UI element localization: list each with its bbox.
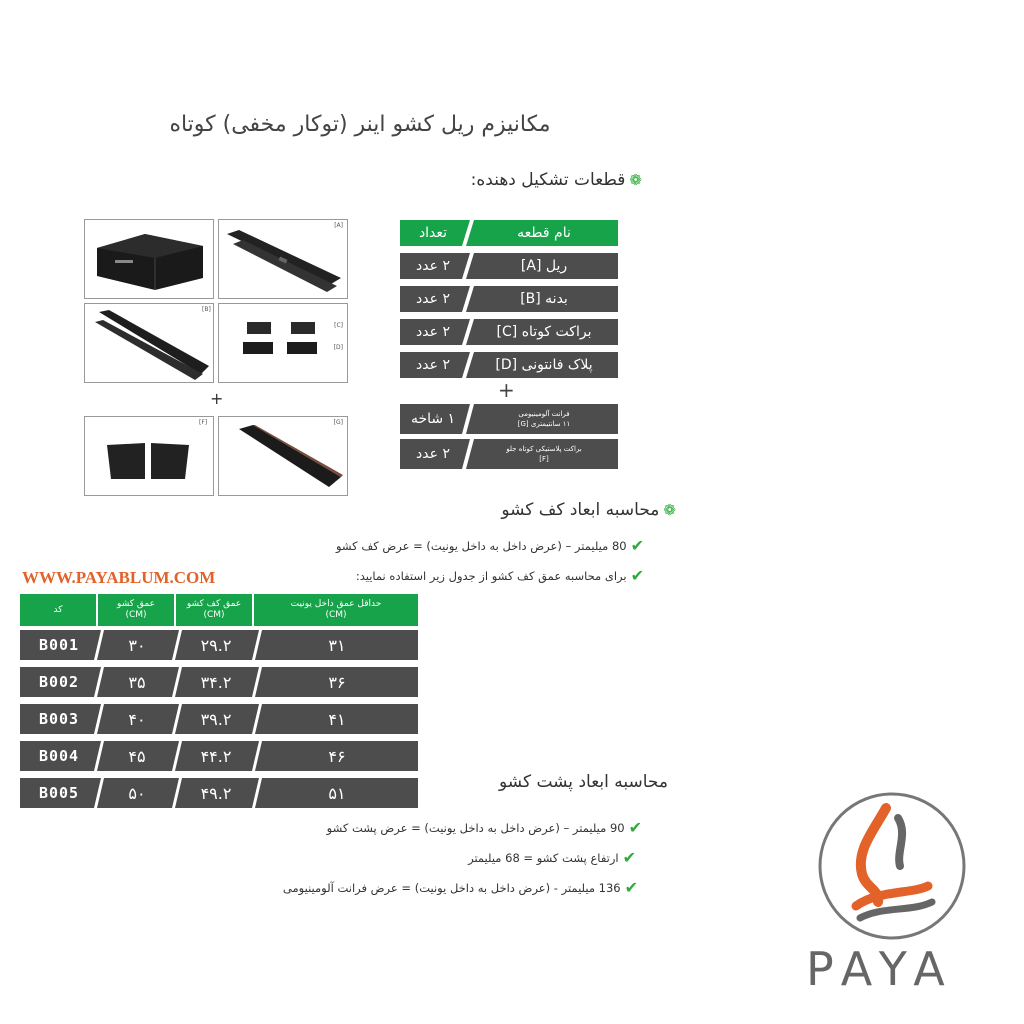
cell-floor-depth: ۳۴.۲	[200, 672, 232, 692]
header-part-name: نام قطعه	[517, 225, 571, 241]
cell-min-depth: ۵۱	[328, 783, 346, 803]
tag-b: [B]	[202, 306, 211, 313]
checkmark-icon: ✔	[630, 566, 644, 585]
cell-depth: ۵۰	[128, 783, 146, 803]
formula-text: 80 میلیمتر – (عرض داخل به داخل یونیت) = عرض کف کشو	[335, 538, 627, 553]
parts-heading	[471, 170, 642, 190]
cell-code: B001	[38, 636, 80, 654]
dims-row	[20, 778, 418, 808]
extra-part-name	[470, 439, 618, 469]
formula-text: برای محاسبه عمق کف کشو از جدول زیر استفاده نمایید:	[355, 568, 627, 583]
box-image	[85, 220, 213, 298]
part-count: ۲ عدد	[416, 357, 450, 373]
cell-code: B003	[38, 710, 80, 728]
dims-row	[20, 630, 418, 660]
parts-row	[400, 352, 618, 378]
checkmark-icon: ✔	[628, 818, 642, 837]
extra-name-line1: براکت پلاستیکی کوتاه جلو	[506, 445, 582, 453]
extra-name-line2: [F]	[539, 455, 549, 463]
cell-min-depth: ۴۶	[328, 746, 346, 766]
page-title: مکانیزم ریل کشو اینر (توکار مخفی) کوتاه	[169, 112, 551, 137]
flower-bullet-icon: ❁	[663, 501, 676, 519]
photo-aluminium-front	[218, 416, 348, 496]
dims-header-min-depth: حداقل عمق داخل یونیت (CM)	[254, 594, 418, 626]
cell-code: B004	[38, 747, 80, 765]
cell-min-depth: ۳۶	[328, 672, 346, 692]
photo-packaging-box	[84, 219, 214, 299]
cell-depth: ۳۵	[128, 672, 146, 692]
part-name: ریل [A]	[520, 258, 568, 274]
formula-text: 90 میلیمتر – (عرض داخل به داخل یونیت) = عرض پشت کشو	[326, 820, 625, 835]
dims-row	[20, 667, 418, 697]
photo-body	[84, 303, 214, 383]
formula-text: 136 میلیمتر - (عرض داخل به داخل یونیت) = عرض فرانت آلومینیومی	[282, 880, 621, 895]
tag-d: [D]	[333, 344, 343, 351]
cell-depth: ۳۰	[128, 635, 146, 655]
dims-header-code: کد	[20, 594, 96, 626]
parts-row	[400, 319, 618, 345]
back-formula-line	[327, 818, 642, 837]
formula-text: ارتفاع پشت کشو = 68 میلیمتر	[468, 850, 619, 865]
cell-min-depth: ۴۱	[328, 709, 346, 729]
extra-part-count: ۱ شاخه	[410, 411, 456, 427]
dims-row	[20, 741, 418, 771]
cell-code: B005	[38, 784, 80, 802]
tag-f: [F]	[199, 419, 208, 426]
part-count: ۲ عدد	[416, 324, 450, 340]
photo-rail	[218, 219, 348, 299]
checkmark-icon: ✔	[622, 848, 636, 867]
body-image	[85, 304, 213, 382]
back-formula-line	[468, 848, 636, 867]
part-name: بدنه [B]	[520, 291, 568, 307]
parts-row-extra	[400, 404, 618, 434]
parts-table-header	[400, 220, 618, 246]
photos-plus: +	[210, 389, 224, 408]
cell-depth: ۴۵	[128, 746, 146, 766]
cell-code: B002	[38, 673, 80, 691]
floor-heading	[501, 500, 676, 520]
extra-name-line1: فرانت آلومینیومی	[518, 410, 570, 418]
paya-wordmark: PAYA	[806, 942, 955, 996]
front-brackets-image	[85, 417, 213, 495]
header-count: تعداد	[418, 225, 448, 241]
back-formula-line	[283, 878, 638, 897]
cell-floor-depth: ۳۹.۲	[200, 709, 232, 729]
website-link[interactable]: WWW.PAYABLUM.COM	[22, 568, 216, 587]
parts-row	[400, 286, 618, 312]
back-heading: محاسبه ابعاد پشت کشو	[499, 772, 668, 792]
floor-heading-text: محاسبه ابعاد کف کشو	[501, 500, 660, 520]
extra-part-count: ۲ عدد	[416, 446, 450, 462]
parts-row	[400, 253, 618, 279]
tag-g: [G]	[333, 419, 343, 426]
dims-header-depth: عمق کشو (CM)	[98, 594, 174, 626]
cell-floor-depth: ۲۹.۲	[200, 635, 232, 655]
floor-formula-line	[356, 566, 644, 585]
dims-header-floor-depth: عمق کف کشو (CM)	[176, 594, 252, 626]
brackets-image	[219, 304, 347, 382]
aluminium-front-image	[219, 417, 347, 495]
extra-part-name	[470, 404, 618, 434]
part-name: براکت کوتاه [C]	[496, 324, 592, 340]
extra-name-line2: ۱۱ سانتیمتری [G]	[517, 420, 571, 428]
cell-depth: ۴۰	[128, 709, 146, 729]
floor-formula-line	[336, 536, 644, 555]
cell-min-depth: ۳۱	[328, 635, 346, 655]
photo-brackets-plates	[218, 303, 348, 383]
parts-plus: +	[498, 378, 515, 402]
parts-row-extra	[400, 439, 618, 469]
cell-floor-depth: ۴۹.۲	[200, 783, 232, 803]
tag-c: [C]	[334, 322, 343, 329]
part-name: پلاک فانتونی [D]	[495, 357, 593, 373]
cell-floor-depth: ۴۴.۲	[200, 746, 232, 766]
checkmark-icon: ✔	[624, 878, 638, 897]
parts-heading-text: قطعات تشکیل دهنده:	[470, 170, 626, 190]
flower-bullet-icon: ❁	[629, 171, 642, 189]
tag-a: [A]	[334, 222, 343, 229]
checkmark-icon: ✔	[630, 536, 644, 555]
photo-front-brackets	[84, 416, 214, 496]
part-count: ۲ عدد	[416, 258, 450, 274]
dims-row	[20, 704, 418, 734]
paya-logo-icon	[816, 790, 968, 942]
part-count: ۲ عدد	[416, 291, 450, 307]
rail-image	[219, 220, 347, 298]
